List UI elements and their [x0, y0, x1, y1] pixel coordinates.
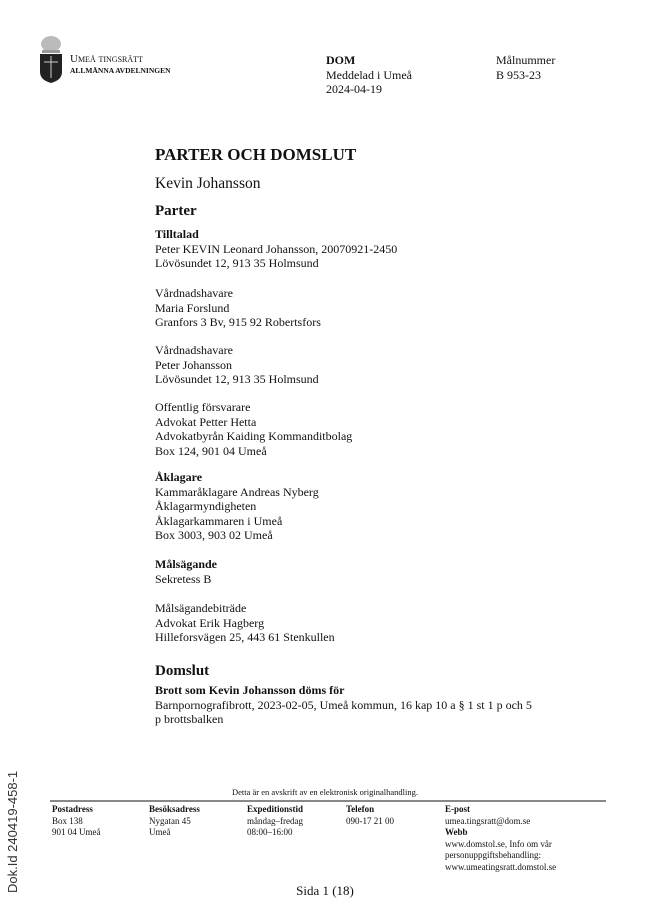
party-line: Åklagarmyndigheten [155, 499, 257, 513]
footer-line: måndag–fredag [247, 815, 303, 826]
subject-name: Kevin Johansson [155, 175, 261, 192]
party-line: Offentlig försvarare [155, 400, 251, 414]
footer-heading: Telefon [346, 804, 375, 814]
footer-heading: Webb [445, 827, 468, 837]
party-heading: Åklagare [155, 470, 203, 484]
copy-notice: Detta är en avskrift av en elektronisk originalhandling. [232, 787, 418, 797]
party-line: Sekretess B [155, 571, 212, 586]
domslut-line: p brottsbalken [155, 712, 224, 726]
footer-line: 901 04 Umeå [52, 827, 101, 837]
footer-column [445, 804, 556, 873]
party-line: Vårdnadshavare [155, 343, 233, 357]
footer-line: Nygatan 45 [149, 815, 191, 826]
footer-heading: E-post [445, 804, 471, 814]
court-crest-logo [36, 34, 66, 84]
party-line: Kammaråklagare Andreas Nyberg [155, 484, 319, 499]
footer-line: 090-17 21 00 [346, 815, 394, 826]
party-line: Granfors 3 Bv, 915 92 Robertsfors [155, 315, 321, 329]
case-number: B 953-23 [496, 67, 541, 82]
party-group [155, 286, 321, 330]
footer-heading: Postadress [52, 804, 93, 814]
division-name: ALLMÄNNA AVDELNINGEN [70, 66, 171, 75]
page-number: Sida 1 (18) [296, 883, 354, 898]
parter-heading: Parter [155, 203, 197, 219]
footer-divider [50, 800, 606, 802]
domslut-line: Barnpornografibrott, 2023-02-05, Umeå kommun, 16 kap 10 a § 1 st 1 p och 5 [155, 697, 532, 712]
party-line: Advokatbyrån Kaiding Kommanditbolag [155, 429, 353, 443]
party-group [155, 343, 319, 387]
party-line: Peter Johansson [155, 357, 232, 372]
party-line: Peter KEVIN Leonard Johansson, 20070921-2450 [155, 241, 398, 256]
page-title: PARTER OCH DOMSLUT [155, 145, 357, 164]
document-id: Dok.Id 240419-458-1 [5, 770, 20, 893]
party-line: Vårdnadshavare [155, 286, 233, 300]
party-line: Maria Forslund [155, 300, 230, 315]
footer-heading: Besöksadress [149, 804, 200, 814]
party-line: Målsägandebiträde [155, 601, 247, 615]
party-line: Advokat Erik Hagberg [155, 615, 265, 630]
party-group [155, 400, 352, 458]
footer-heading: Expeditionstid [247, 804, 304, 814]
party-line: Lövösundet 12, 913 35 Holmsund [155, 372, 319, 386]
footer-line: personuppgiftsbehandling: [445, 850, 541, 860]
party-line: Åklagarkammaren i Umeå [155, 513, 283, 528]
footer-line: 08:00–16:00 [247, 827, 293, 837]
party-group [155, 227, 397, 271]
party-line: Box 3003, 903 02 Umeå [155, 528, 273, 542]
footer-line: www.umeatingsratt.domstol.se [445, 861, 557, 872]
domslut-heading: Domslut [155, 663, 210, 679]
footer-column [346, 804, 394, 827]
party-group [155, 601, 335, 645]
case-label: Målnummer [496, 53, 556, 67]
footer-column [149, 804, 200, 839]
doc-type: DOM [326, 53, 356, 67]
court-name: Umeå tingsrätt [70, 53, 143, 65]
party-group [155, 557, 217, 586]
footer-column [247, 804, 303, 839]
issued-place: Meddelad i Umeå [326, 67, 412, 82]
domslut-subheading: Brott som Kevin Johansson döms för [155, 683, 345, 697]
footer-line: www.domstol.se, Info om vår [445, 838, 552, 849]
party-line: Box 124, 901 04 Umeå [155, 443, 267, 458]
party-group [155, 470, 319, 543]
footer-column [52, 804, 101, 839]
party-line: Advokat Petter Hetta [155, 414, 257, 429]
party-line: Lövösundet 12, 913 35 Holmsund [155, 256, 319, 270]
issued-date: 2024-04-19 [326, 82, 382, 96]
party-heading: Tilltalad [155, 227, 199, 241]
party-heading: Målsägande [155, 557, 218, 571]
footer-line: Umeå [149, 827, 171, 837]
footer-line: Box 138 [52, 815, 83, 826]
footer-line: umea.tingsratt@dom.se [445, 815, 531, 826]
party-line: Hilleforsvägen 25, 443 61 Stenkullen [155, 630, 335, 644]
